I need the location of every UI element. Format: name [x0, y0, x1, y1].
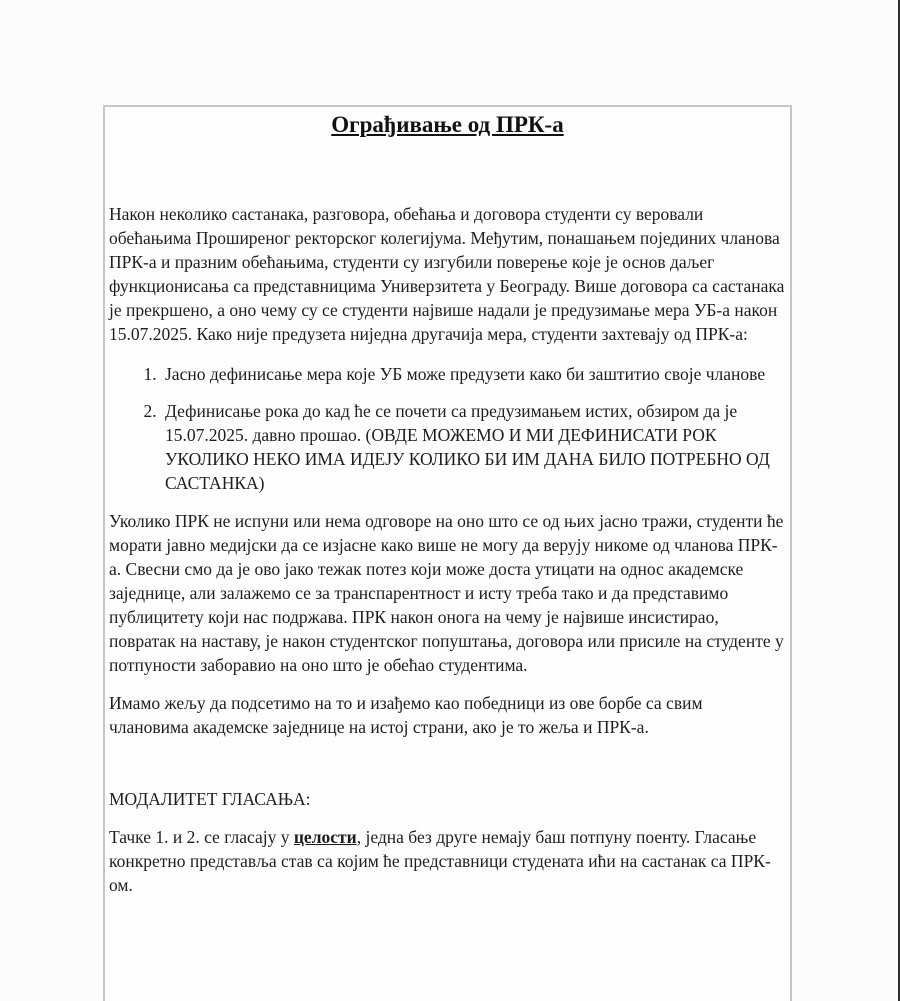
demand-item-1: 1. Јасно дефинисање мера које УБ може предузети како би заштитио своје чланове — [161, 362, 786, 386]
voting-heading: МОДАЛИТЕТ ГЛАСАЊА: — [109, 789, 311, 809]
voting-sentence-emphasis: целости — [293, 827, 357, 847]
paragraph-intro: Након неколико састанака, разговора, обећања и договора студенти су веровали обећањима Проширеног ректорског колегијума. Међутим, понашањем појединих чланова ПРК-а и празним обећањима, студенти су изгубили поверење које је основ даљег функционисања са представницима Универзитета у Београду. Више договора са састанака је прекршено, а оно чему су се студенти највише надали је предузимање мера УБ-а након 15.07.2025. Како није предузета ниједна другачија мера, студенти захтевају од ПРК-а: — [109, 204, 785, 344]
voting-sentence-suffix: , једна без друге немају баш потпуну поенту. Гласање конкретно представља став са којим ће представници студената ићи на састанак са ПРК-ом. — [109, 827, 771, 895]
demands-list — [109, 362, 786, 495]
paragraph-consequences: Уколико ПРК не испуни или нема одговоре на оно што се од њих јасно тражи, студенти ће морати јавно медијски да се изјасне како више не могу да верују никоме од чланова ПРК-а. Свесни смо да је ово јако тежак потез који може доста утицати на однос академске заједнице, али залажемо се за транспарентност и исту треба тако и да представимо публицитету који нас подржава. ПРК након онога на чему је највише инсистирао, повратак на наставу, је након студентског попуштања, договора или присиле на студенте у потпуности заборавио на оно што је обећао студентима. — [109, 511, 784, 675]
demand-item-2: 2. Дефинисање рока до кад ће се почети са предузимањем истих, обзиром да је 15.07.2025. давно прошао. (ОВДЕ МОЖЕМО И МИ ДЕФИНИСАТИ РОК УКОЛИКО НЕКО ИМА ИДЕЈУ КОЛИКО БИ ИМ ДАНА БИЛО ПОТРЕБНО ОД САСТАНКА) — [161, 399, 786, 495]
paragraph-voting — [109, 825, 786, 897]
paragraph-wish: Имамо жељу да подсетимо на то и изађемо као победници из ове борбе са свим члановима академске заједнице на истој страни, ако је то жеља и ПРК-а. — [109, 693, 703, 737]
document-page — [103, 105, 792, 1001]
voting-sentence-prefix: Тачке 1. и 2. се гласају у — [109, 827, 294, 847]
document-title: Ограђивање од ПРК-а — [331, 112, 564, 137]
